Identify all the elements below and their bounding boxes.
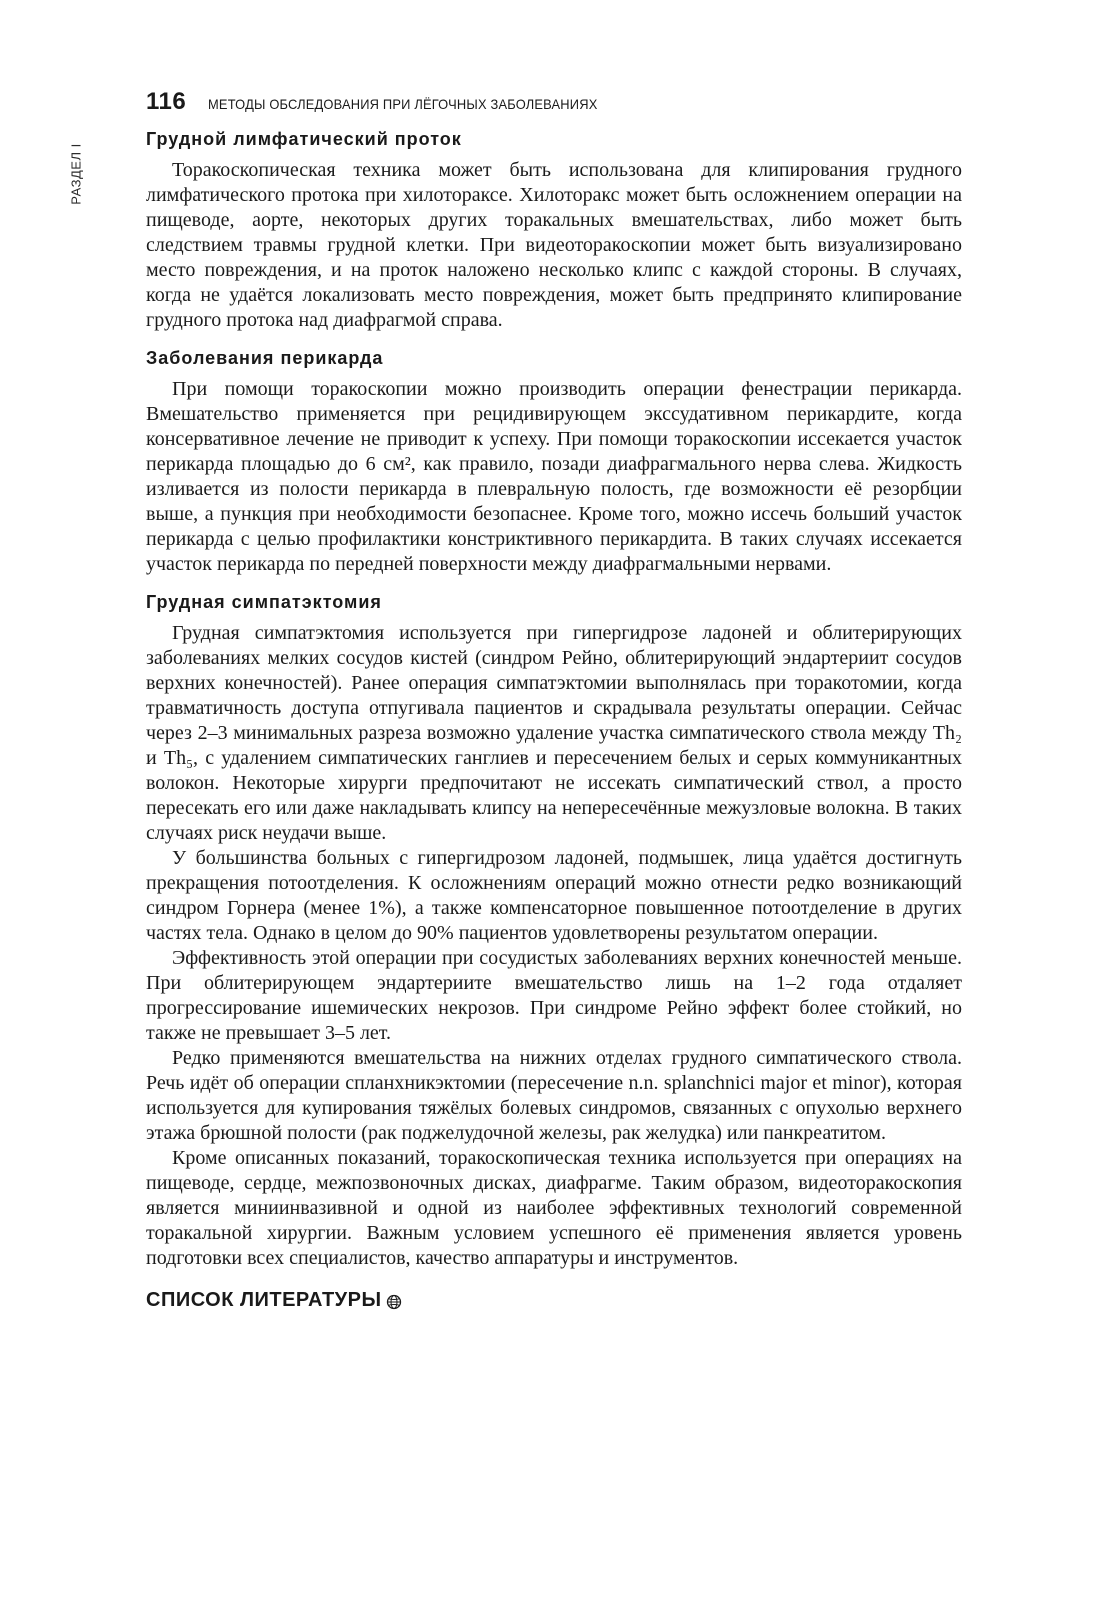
page-content xyxy=(146,126,962,1312)
section-heading: Грудной лимфатический проток xyxy=(146,129,462,149)
paragraph: Редко применяются вмешательства на нижних отделах грудного симпатического ствола. Речь идёт об операции спланхникэктомии (пересечение n.n. splanchnici major et minor), которая используется для купирования тяжёлых болевых синдромов, связанных с опухолью верхнего этажа брюшной полости (рак поджелудочной железы, рак желудка) или панкреатитом. xyxy=(146,1047,962,1144)
section-side-tab xyxy=(62,138,90,210)
running-header xyxy=(146,88,976,118)
paragraph: Грудная симпатэктомия используется при гипергидрозе ладоней и облитерирующих заболеваниях мелких сосудов кистей (синдром Рейно, облитерирующий эндартериит сосудов верхних конечностей). Ранее операция симпатэктомии выполнялась при торакотомии, когда травматичность доступа отпугивала пациентов и скрадывала результаты операции. Сейчас через 2–3 минимальных разреза возможно удаление участка симпатического ствола между Th₂ и Th₅, с удалением симпатических ганглиев и пересечением белых и серых коммуникантных волокон. Некоторые хирурги предпочитают не иссекать симпатический ствол, а просто пересекать его или даже накладывать клипсу на непересечённые межузловые волокна. В таких случаях риск неудачи выше. xyxy=(146,622,962,844)
page-number: 116 xyxy=(146,88,187,115)
globe-icon xyxy=(386,1293,402,1309)
running-title: МЕТОДЫ ОБСЛЕДОВАНИЯ ПРИ ЛЁГОЧНЫХ ЗАБОЛЕВАНИЯХ xyxy=(208,96,598,112)
section-heading: Грудная симпатэктомия xyxy=(146,592,382,612)
references-heading xyxy=(146,1289,962,1312)
paragraph: Торакоскопическая техника может быть использована для клипирования грудного лимфатического протока при хилотораксе. Хилоторакс может быть осложнением операции на пищеводе, аорте, некоторых других торакальных вмешательствах, либо может быть следствием травмы грудной клетки. При видеоторакоскопии может быть визуализировано место повреждения, и на проток наложено несколько клипс с каждой стороны. В случаях, когда не удаётся локализовать место повреждения, может быть предпринято клипирование грудного протока над диафрагмой справа. xyxy=(146,159,962,331)
paragraph: У большинства больных с гипергидрозом ладоней, подмышек, лица удаётся достигнуть прекращения потоотделения. К осложнениям операций можно отнести редко возникающий синдром Горнера (менее 1%), а также компенсаторное повышенное потоотделение в других частях тела. Однако в целом до 90% пациентов удовлетворены результатом операции. xyxy=(146,847,962,944)
section-heading: Заболевания перикарда xyxy=(146,348,384,368)
paragraph: Эффективность этой операции при сосудистых заболеваниях верхних конечностей меньше. При облитерирующем эндартериите вмешательство лишь на 1–2 года отдаляет прогрессирование ишемических некрозов. При синдроме Рейно эффект более стойкий, но также не превышает 3–5 лет. xyxy=(146,947,962,1044)
references-heading-label: СПИСОК ЛИТЕРАТУРЫ xyxy=(146,1289,382,1311)
paragraph: При помощи торакоскопии можно производить операции фенестрации перикарда. Вмешательство применяется при рецидивирующем экссудативном перикардите, когда консервативное лечение не приводит к успеху. При помощи торакоскопии иссекается участок перикарда площадью до 6 см², как правило, позади диафрагмального нерва слева. Жидкость изливается из полости перикарда в плевральную полость, где возможности её резорбции выше, а пункция при необходимости безопаснее. Кроме того, можно иссечь больший участок перикарда с целью профилактики констриктивного перикардита. В таких случаях иссекается участок перикарда по передней поверхности между диафрагмальными нервами. xyxy=(146,378,962,575)
section-side-tab-label: РАЗДЕЛ I xyxy=(68,143,84,205)
paragraph: Кроме описанных показаний, торакоскопическая техника используется при операциях на пищеводе, сердце, межпозвоночных дисках, диафрагме. Таким образом, видеоторакоскопия является миниинвазивной и одной из наиболее эффективных технологий современной торакальной хирургии. Важным условием успешного её применения является уровень подготовки всех специалистов, качество аппаратуры и инструментов. xyxy=(146,1147,962,1269)
